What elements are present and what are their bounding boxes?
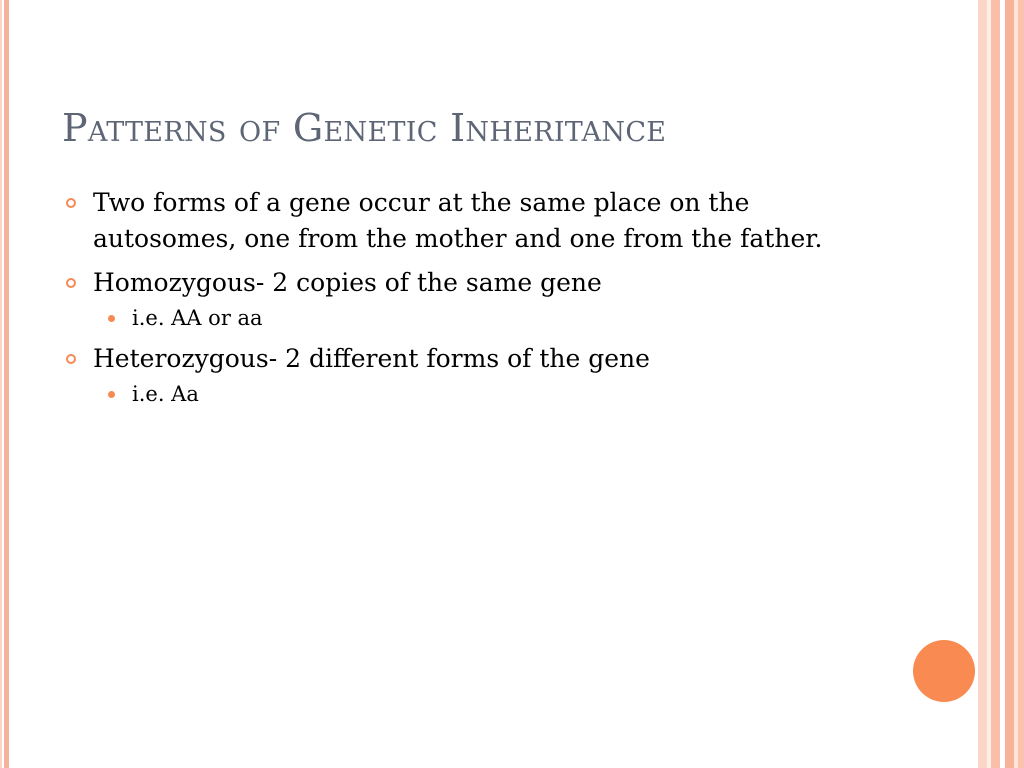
bullet-text: Heterozygous- 2 different forms of the gene	[93, 344, 650, 373]
sub-bullet-list	[93, 379, 896, 409]
right-edge-stripes	[978, 0, 1024, 768]
ring-bullet-icon	[66, 278, 76, 288]
bullet-text: Two forms of a gene occur at the same place on the autosomes, one from the mother and one from the father.	[93, 188, 823, 253]
bullet-list	[66, 185, 896, 417]
ring-bullet-icon	[66, 354, 76, 364]
bullet-item	[66, 341, 896, 409]
bullet-item	[66, 185, 896, 257]
left-edge-stripe	[0, 0, 9, 768]
sub-bullet-list	[93, 303, 896, 333]
sub-bullet-text: i.e. Aa	[132, 382, 199, 406]
sub-bullet-text: i.e. AA or aa	[132, 306, 263, 330]
orange-circle-decoration	[913, 640, 975, 702]
slide-title: Patterns of Genetic Inheritance	[62, 106, 667, 150]
ring-bullet-icon	[66, 198, 76, 208]
dot-bullet-icon	[108, 315, 115, 322]
sub-bullet-item	[93, 379, 896, 409]
bullet-text: Homozygous- 2 copies of the same gene	[93, 268, 602, 297]
bullet-item	[66, 265, 896, 333]
dot-bullet-icon	[108, 391, 115, 398]
sub-bullet-item	[93, 303, 896, 333]
